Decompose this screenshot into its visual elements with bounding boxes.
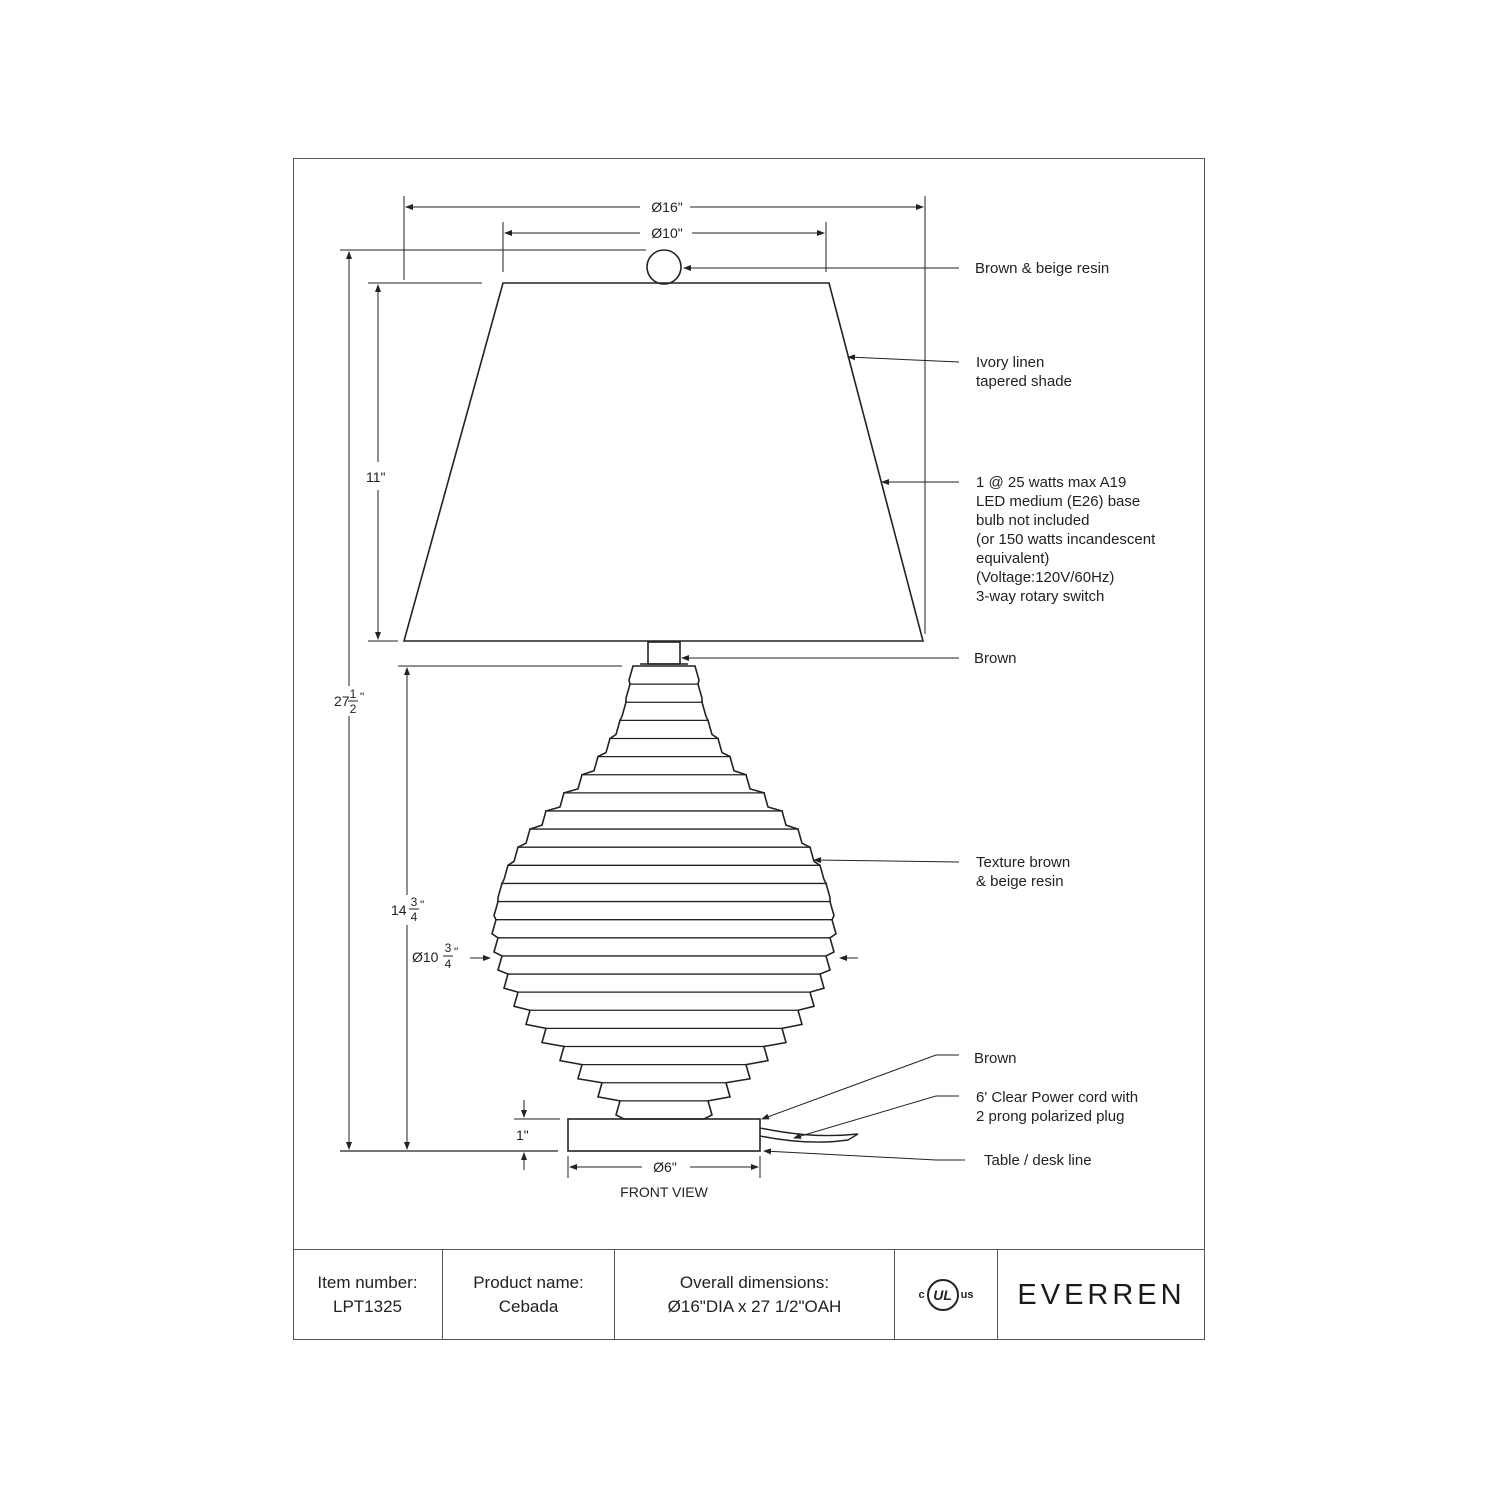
finial-shape	[647, 250, 681, 284]
item-number-label: Item number:	[317, 1273, 418, 1292]
callout-table: Table / desk line	[984, 1152, 1092, 1169]
callout-foot: Brown	[974, 1050, 1017, 1067]
callout-bulb: 1 @ 25 watts max A19 LED medium (E26) base bulb not included (or 150 watts incandescent equivalent) (Voltage:120V/60Hz) 3-way rotary switch	[976, 474, 1156, 605]
title-block	[293, 1249, 1205, 1340]
body-outline	[492, 666, 836, 1119]
foot-shape	[568, 1119, 760, 1151]
callout-shade: Ivory linen tapered shade	[976, 354, 1072, 390]
item-number-cell	[293, 1250, 443, 1340]
power-cord	[760, 1128, 858, 1142]
product-name-label: Product name:	[473, 1273, 584, 1292]
shade-outline	[404, 283, 923, 641]
neck-shape	[648, 642, 680, 664]
svg-text:": "	[360, 690, 365, 704]
dim-overall-height: 27	[334, 693, 350, 709]
dim-overall-height-den: 2	[349, 702, 357, 716]
product-name-cell	[443, 1250, 615, 1340]
svg-text:": "	[454, 945, 459, 959]
dim-base-height-den: 4	[410, 910, 418, 924]
dim-foot-dia: Ø6"	[653, 1159, 677, 1175]
product-name-value: Cebada	[498, 1297, 559, 1316]
dim-shade-top: Ø10"	[651, 225, 683, 241]
dim-shade-height: 11"	[366, 469, 386, 485]
dim-body-dia: Ø10	[412, 949, 439, 965]
callout-cord: 6' Clear Power cord with 2 prong polarized plug	[976, 1089, 1139, 1125]
dim-base-height: 14	[391, 902, 407, 918]
ribbed-body	[492, 666, 836, 1119]
overall-dimensions-value: Ø16"DIA x 27 1/2"OAH	[667, 1297, 842, 1316]
callout-finial: Brown & beige resin	[975, 260, 1110, 277]
dim-body-dia-den: 4	[444, 957, 452, 971]
view-label: FRONT VIEW	[620, 1184, 708, 1200]
dim-foot-height: 1"	[516, 1127, 529, 1143]
item-number-value: LPT1325	[333, 1297, 402, 1316]
dim-shade-bottom: Ø16"	[651, 199, 683, 215]
callout-body: Texture brown & beige resin	[976, 854, 1071, 890]
brand-logo: EVERREN	[1017, 1279, 1186, 1311]
dim-body-dia-num: 3	[444, 941, 452, 955]
overall-dimensions-cell	[615, 1250, 895, 1340]
callout-neck: Brown	[974, 650, 1017, 667]
dim-base-height-num: 3	[410, 895, 418, 909]
svg-text:": "	[420, 898, 425, 912]
brand-cell	[998, 1250, 1205, 1340]
overall-dimensions-label: Overall dimensions:	[679, 1273, 830, 1292]
certification-cell	[895, 1250, 998, 1340]
cul-us-certification-icon: c UL us	[919, 1279, 974, 1311]
dim-overall-height-num: 1	[349, 687, 357, 701]
